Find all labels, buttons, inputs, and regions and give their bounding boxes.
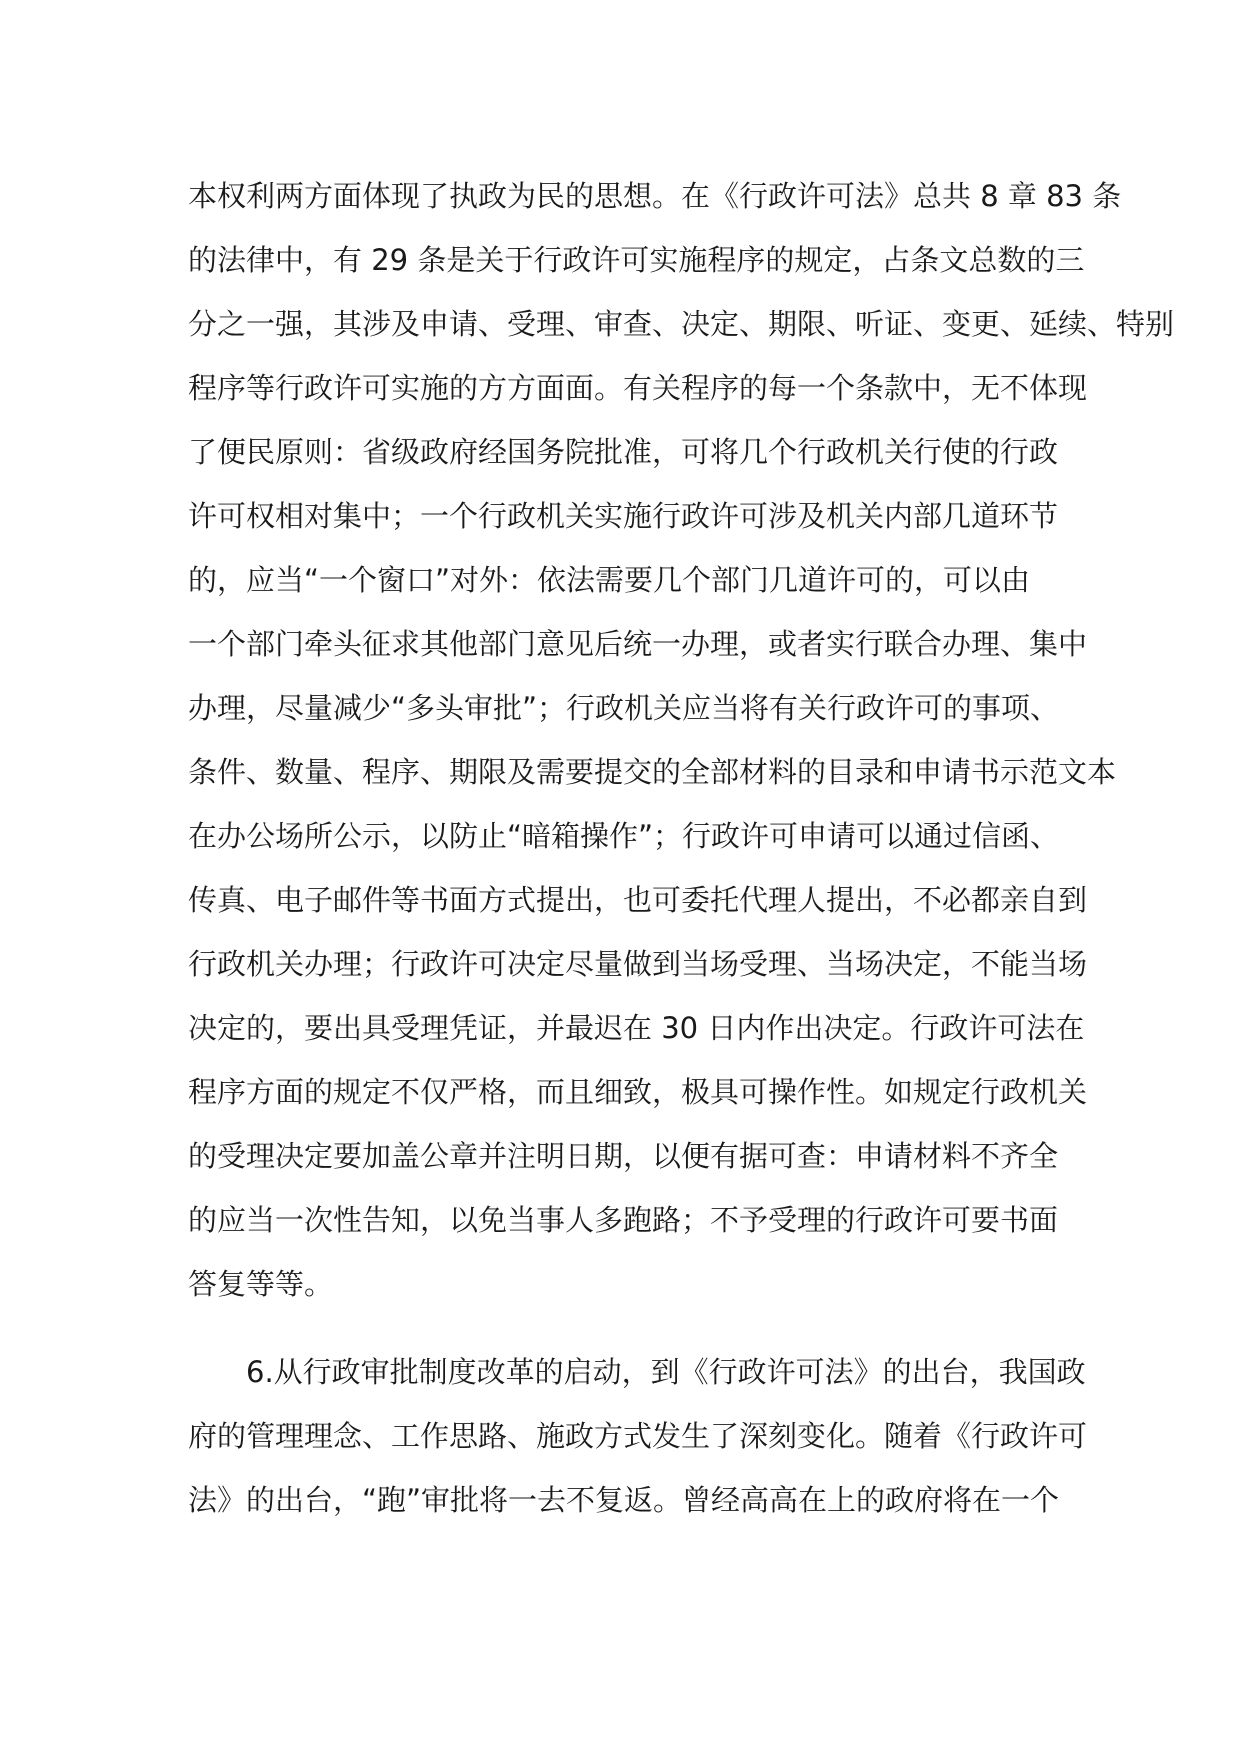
text-line: 的法律中，有 29 条是关于行政许可实施程序的规定，占条文总数的三 (188, 243, 1085, 277)
text-line: 6.从行政审批制度改革的启动，到《行政许可法》的出台，我国政 (246, 1355, 1086, 1389)
text-line: 程序方面的规定不仅严格，而且细致，极具可操作性。如规定行政机关 (188, 1075, 1088, 1109)
text-line: 的受理决定要加盖公章并注明日期，以便有据可查：申请材料不齐全 (188, 1139, 1059, 1173)
paragraph-6 (188, 1340, 1088, 1532)
text-line: 传真、电子邮件等书面方式提出，也可委托代理人提出，不必都亲自到 (188, 883, 1088, 917)
text-line: 在办公场所公示，以防止“暗箱操作”；行政许可申请可以通过信函、 (188, 819, 1060, 853)
text-line: 分之一强，其涉及申请、受理、审查、决定、期限、听证、变更、延续、特别 (188, 307, 1175, 341)
text-line: 的应当一次性告知，以免当事人多跑路；不予受理的行政许可要书面 (188, 1203, 1059, 1237)
text-line: 法》的出台，“跑”审批将一去不复返。曾经高高在上的政府将在一个 (188, 1483, 1060, 1517)
text-line: 一个部门牵头征求其他部门意见后统一办理，或者实行联合办理、集中 (188, 627, 1088, 661)
paragraph-continued (188, 164, 1175, 1316)
text-line: 府的管理理念、工作思路、施政方式发生了深刻变化。随着《行政许可 (188, 1419, 1088, 1453)
text-line: 许可权相对集中；一个行政机关实施行政许可涉及机关内部几道环节 (188, 499, 1059, 533)
text-line: 条件、数量、程序、期限及需要提交的全部材料的目录和申请书示范文本 (188, 755, 1117, 789)
text-line: 了便民原则：省级政府经国务院批准，可将几个行政机关行使的行政 (188, 435, 1059, 469)
text-line: 的，应当“一个窗口”对外：依法需要几个部门几道许可的，可以由 (188, 563, 1031, 597)
text-line: 本权利两方面体现了执政为民的思想。在《行政许可法》总共 8 章 83 条 (188, 179, 1122, 213)
text-line: 行政机关办理；行政许可决定尽量做到当场受理、当场决定，不能当场 (188, 947, 1088, 981)
text-line: 答复等等。 (188, 1267, 334, 1301)
text-line: 程序等行政许可实施的方方面面。有关程序的每一个条款中，无不体现 (188, 371, 1088, 405)
text-line: 办理，尽量减少“多头审批”；行政机关应当将有关行政许可的事项、 (188, 691, 1060, 725)
text-line: 决定的，要出具受理凭证，并最迟在 30 日内作出决定。行政许可法在 (188, 1011, 1085, 1045)
